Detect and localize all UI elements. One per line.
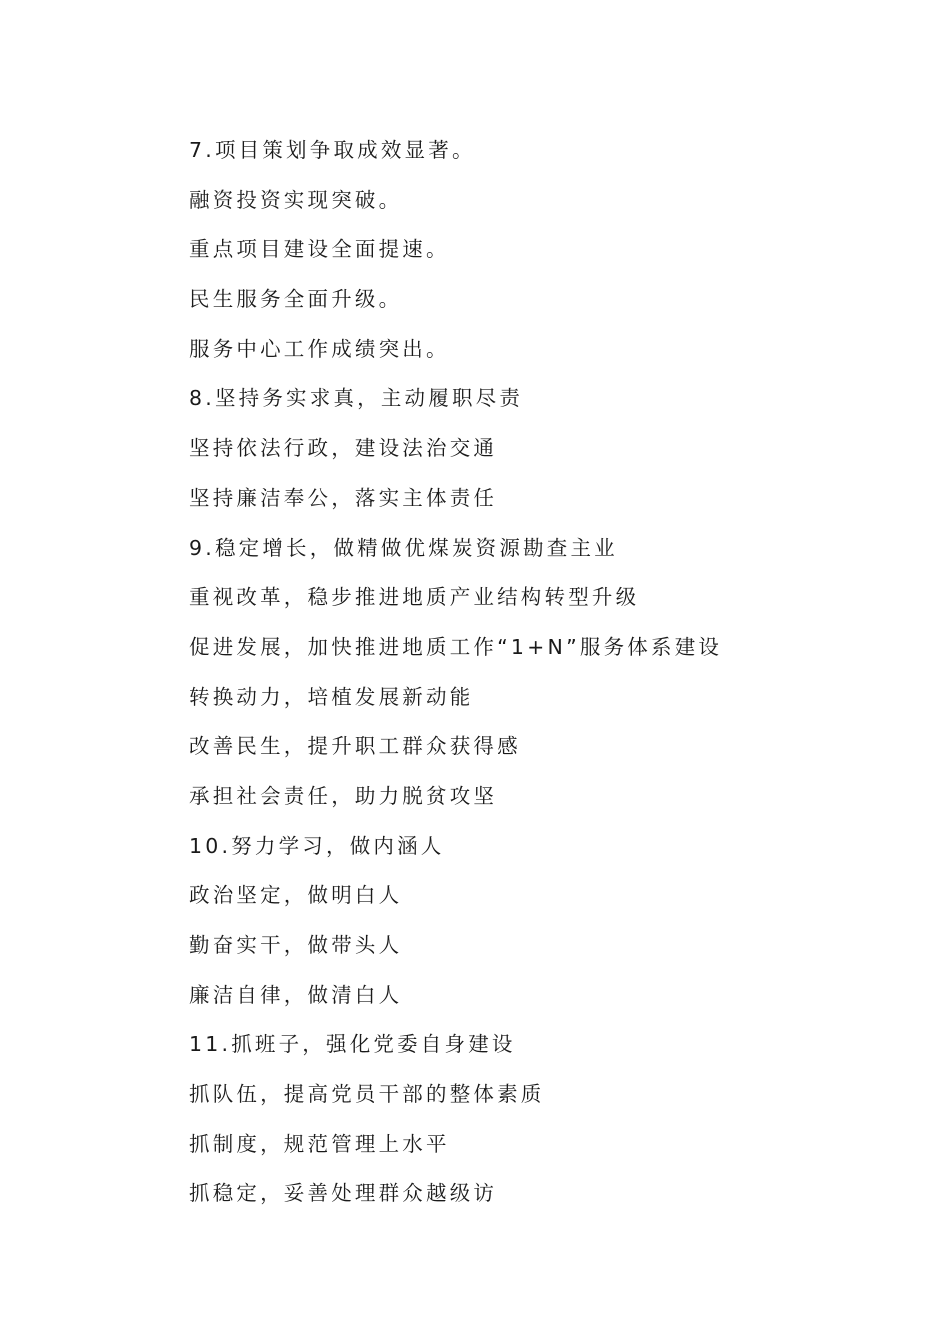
- text-line: 8.坚持务实求真，主动履职尽责: [189, 386, 524, 411]
- text-line: 政治坚定，做明白人: [189, 883, 403, 908]
- text-line: 坚持依法行政，建设法治交通: [189, 436, 498, 461]
- text-line: 促进发展，加快推进地质工作“1+N”服务体系建设: [189, 634, 723, 659]
- text-line: 廉洁自律，做清白人: [189, 982, 403, 1007]
- document-body: [189, 133, 889, 1226]
- text-line: 服务中心工作成绩突出。: [189, 336, 450, 361]
- text-line: 重视改革，稳步推进地质产业结构转型升级: [189, 585, 640, 610]
- text-line: 11.抓班子，强化党委自身建设: [189, 1032, 516, 1057]
- text-line: 转换动力，培植发展新动能: [189, 684, 474, 709]
- text-line: 9.稳定增长，做精做优煤炭资源勘查主业: [189, 535, 618, 560]
- text-line: 10.努力学习，做内涵人: [189, 833, 445, 858]
- text-line: 融资投资实现突破。: [189, 187, 403, 212]
- text-line: 承担社会责任，助力脱贫攻坚: [189, 783, 498, 808]
- text-line: 坚持廉洁奉公，落实主体责任: [189, 485, 498, 510]
- text-line: 抓稳定，妥善处理群众越级访: [189, 1181, 498, 1206]
- text-line: 抓队伍，提高党员干部的整体素质: [189, 1082, 545, 1107]
- text-line: 重点项目建设全面提速。: [189, 237, 450, 262]
- text-line: 抓制度，规范管理上水平: [189, 1131, 450, 1156]
- text-line: 民生服务全面升级。: [189, 287, 403, 312]
- text-line: 7.项目策划争取成效显著。: [189, 138, 476, 162]
- text-line: 勤奋实干，做带头人: [189, 933, 403, 957]
- text-line: 改善民生，提升职工群众获得感: [189, 734, 521, 759]
